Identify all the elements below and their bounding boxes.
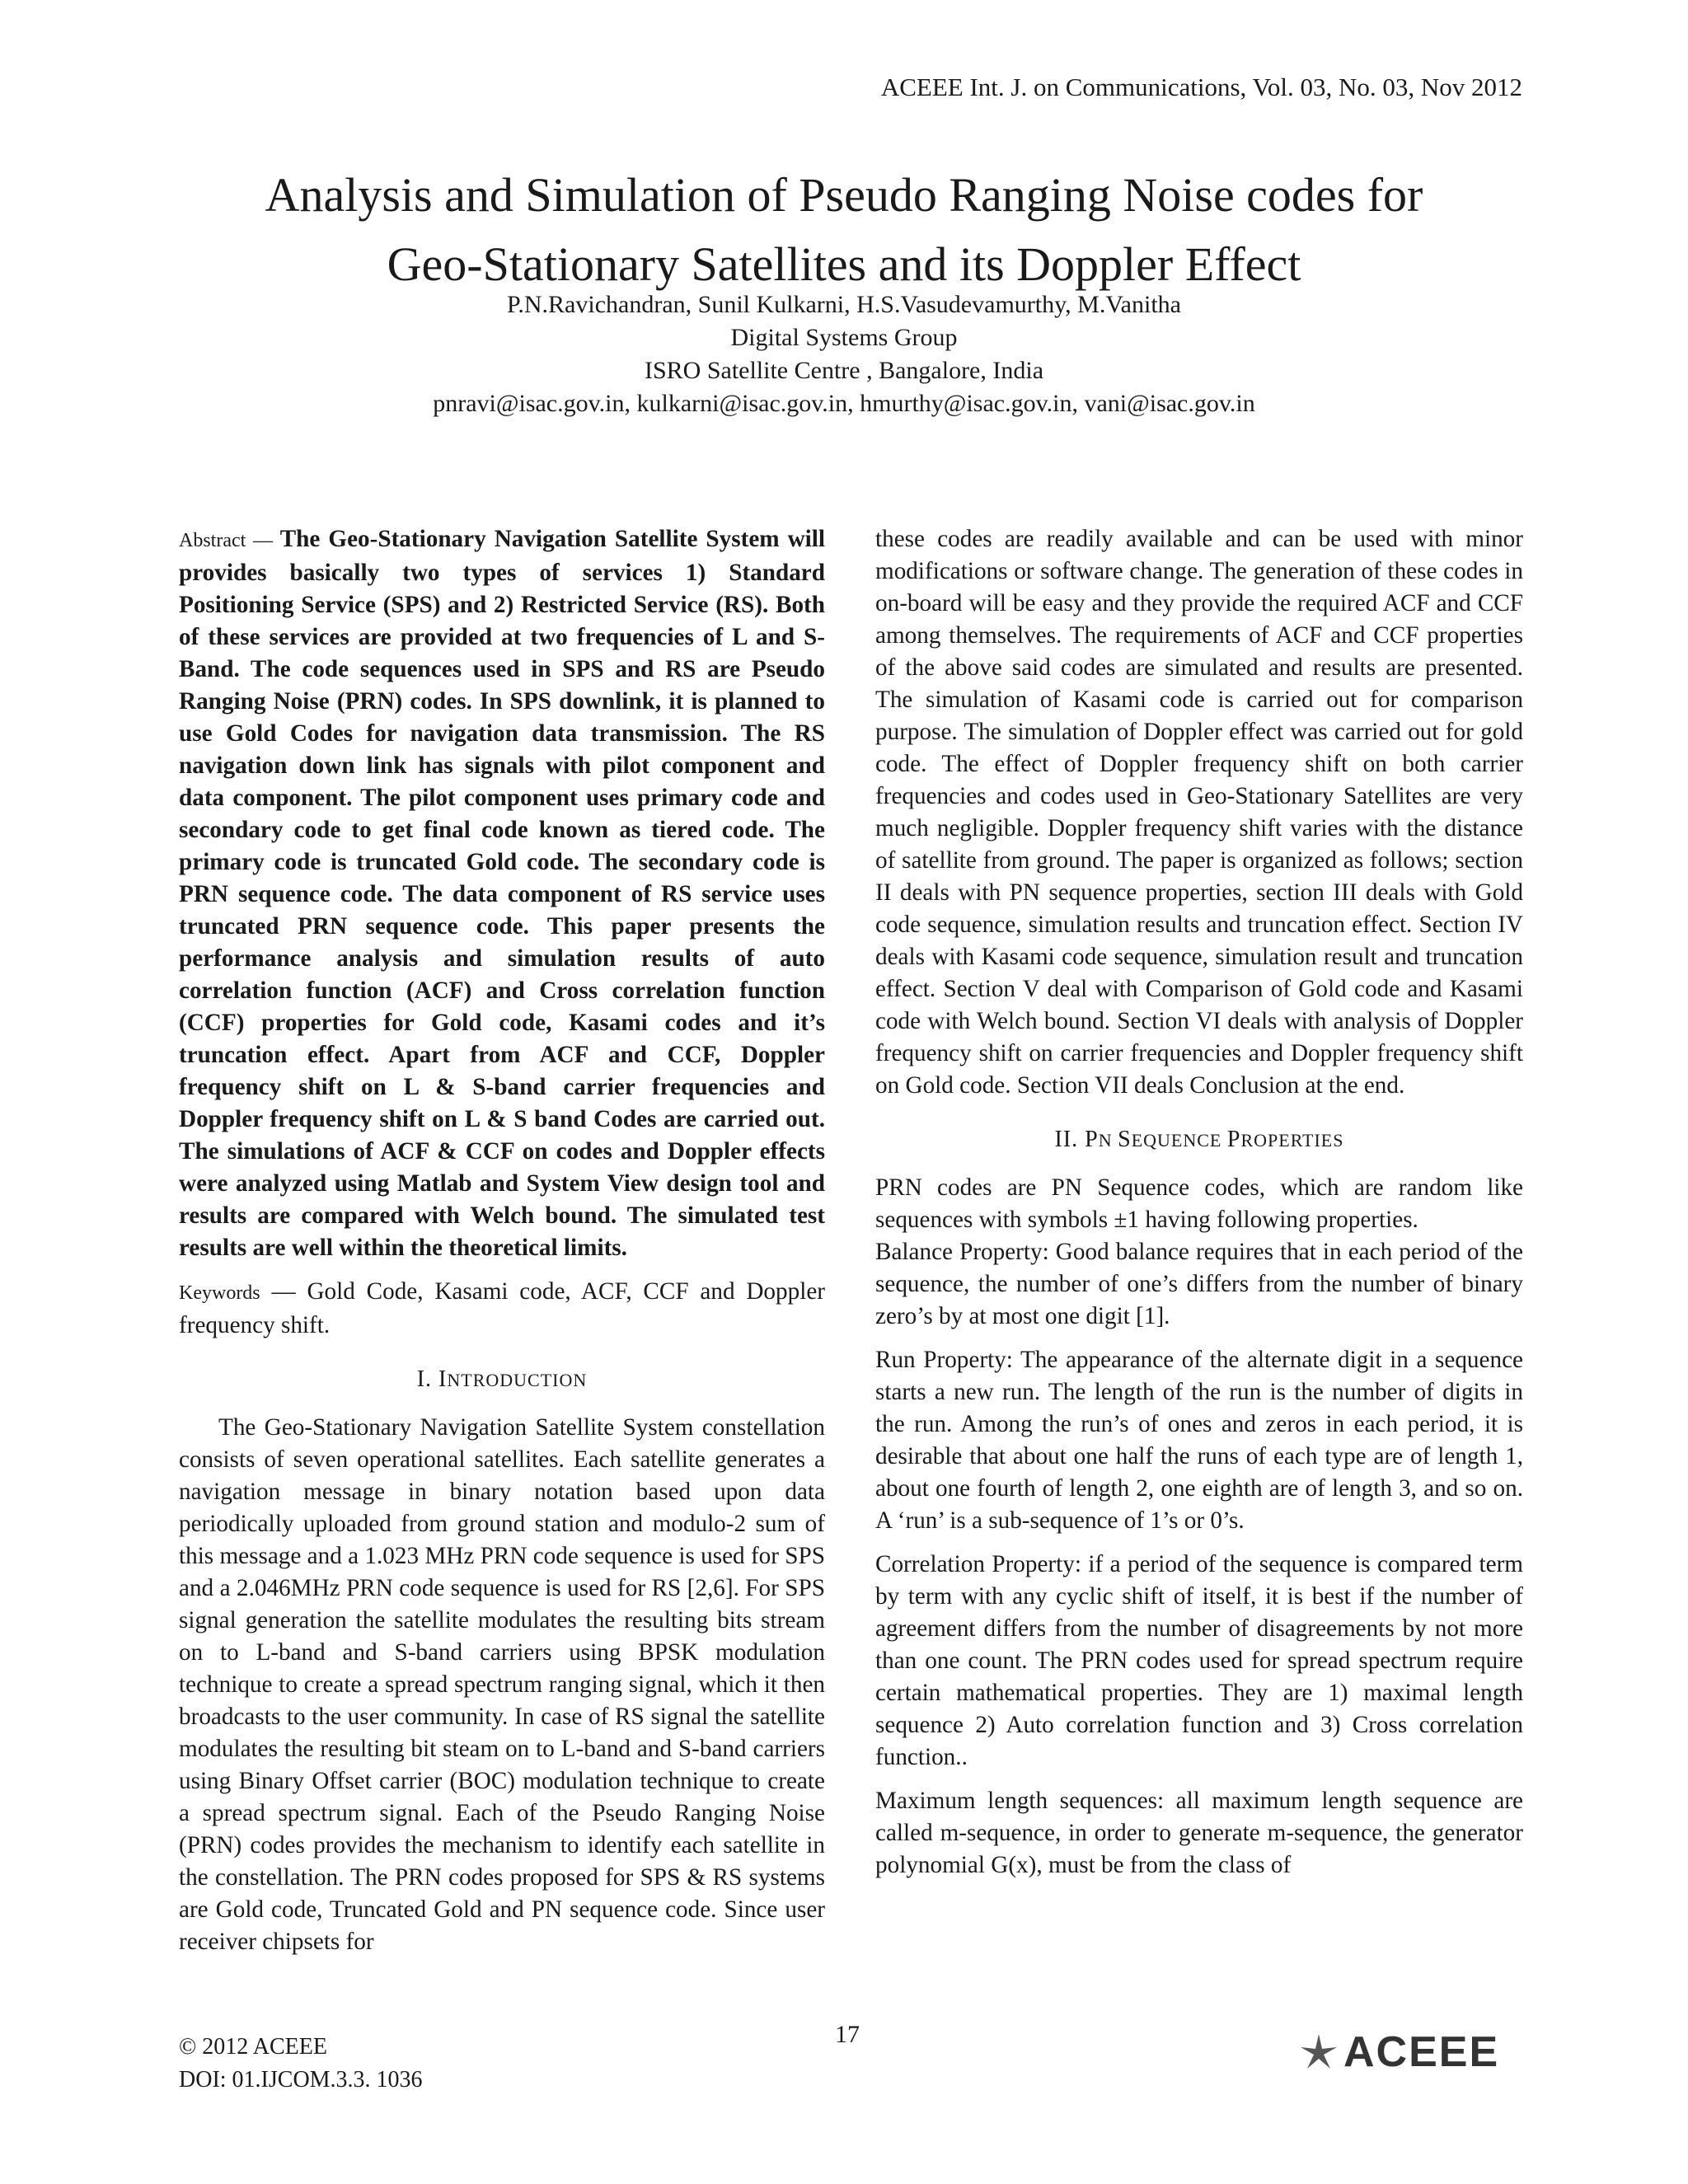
- section-initial: P: [1226, 1127, 1241, 1152]
- author-block: [0, 288, 1688, 420]
- affiliation-group: Digital Systems Group: [730, 324, 958, 351]
- keywords-text: Gold Code, Kasami code, ACF, CCF and Doppler frequency shift.: [179, 1278, 825, 1338]
- intro-continued-paragraph: these codes are readily available and can be used with minor modifications or software change. The generation of these codes in on-board will be easy and they provide the required ACF and CCF among themselves. The requirements of ACF and CCF properties of the above said codes are simulated and results are presented. The simulation of Kasami code is carried out for comparison purpose. The simulation of Doppler effect was carried out for gold code. The effect of Doppler frequency shift on both carrier frequencies and codes used in Geo-Stationary Satellites are very much negligible. Doppler frequency shift varies with the distance of satellite from ground. The paper is organized as follows; section II deals with PN sequence properties, section III deals with Gold code sequence, simulation results and truncation effect. Section IV deals with Kasami code sequence, simulation result and truncation effect. Section V deal with Comparison of Gold code and Kasami code with Welch bound. Section VI deals with analysis of Doppler frequency shift on carrier frequencies and Doppler frequency shift on Gold code. Section VII deals Conclusion at the end.: [875, 526, 1523, 1099]
- maximum-length-paragraph: Maximum length sequences: all maximum length sequence are called m-sequence, in order to generate m-sequence, the generator polynomial G(x), must be from the class of: [875, 1788, 1523, 1878]
- star-icon: [1294, 2029, 1343, 2075]
- abstract-label: Abstract: [179, 530, 246, 551]
- title-line-1: Analysis and Simulation of Pseudo Ranging Noise codes for: [265, 168, 1423, 222]
- section-heading-pn-properties: [875, 1123, 1523, 1157]
- abstract-text: The Geo-Stationary Navigation Satellite System will provides basically two types of services 1) Standard Positioning Service (SPS) and 2) Restricted Service (RS). Both of these services are provided at two frequencies of L and S-Band. The code sequences used in SPS and RS are Pseudo Ranging Noise (PRN) codes. In SPS downlink, it is planned to use Gold Codes for navigation data transmission. The RS navigation down link has signals with pilot component and data component. The pilot component uses primary code and secondary code to get final code known as tiered code. The primary code is truncated Gold code. The secondary code is PRN sequence code. The data component of RS service uses truncated PRN sequence code. This paper presents the performance analysis and simulation results of auto correlation function (ACF) and Cross correlation function (CCF) properties for Gold code, Kasami codes and it’s truncation effect. Apart from ACF and CCF, Doppler frequency shift on L & S-band carrier frequencies and Doppler frequency shift on L & S band Codes are carried out. The simulations of ACF & CCF on codes and Doppler effects were analyzed using Matlab and System View design tool and results are compared with Welch bound. The simulated test results are well within the theoretical limits.: [179, 526, 825, 1261]
- section-heading-introduction: [179, 1363, 825, 1397]
- section-rest: N: [1098, 1130, 1118, 1151]
- keywords: [179, 1276, 825, 1342]
- prn-intro-paragraph: PRN codes are PN Sequence codes, which are random like sequences with symbols ±1 having following properties.: [875, 1174, 1523, 1233]
- keywords-label: Keywords: [179, 1282, 260, 1304]
- affiliation-institute: ISRO Satellite Centre , Bangalore, India: [644, 357, 1044, 384]
- section-rest: NTRODUCTION: [447, 1370, 588, 1390]
- intro-paragraph: The Geo-Stationary Navigation Satellite System constellation consists of seven operational satellites. Each satellite generates a navigation message in binary notation based upon data periodically uploaded from ground station and modulo-2 sum of this message and a 1.023 MHz PRN code sequence is used for SPS and a 2.046MHz PRN code sequence is used for RS [2,6]. For SPS signal generation the satellite modulates the resulting bits stream on to L-band and S-band carriers using BPSK modulation technique to create a spread spectrum ranging signal, which it then broadcasts to the user community. In case of RS signal the satellite modulates the resulting bit steam on to L-band and S-band carriers using Binary Offset carrier (BOC) modulation technique to create a spread spectrum signal. Each of the Pseudo Ranging Noise (PRN) codes provides the mechanism to identify each satellite in the constellation. The PRN codes proposed for SPS & RS systems are Gold code, Truncated Gold and PN sequence code. Since user receiver chipsets for: [179, 1414, 825, 1955]
- authors: P.N.Ravichandran, Sunil Kulkarni, H.S.Vasudevamurthy, M.Vanitha: [507, 291, 1181, 318]
- section-numeral: II.: [1054, 1127, 1085, 1152]
- footer-copyright: © 2012 ACEEE: [179, 2034, 327, 2060]
- section-rest: EQUENCE: [1131, 1130, 1227, 1151]
- correlation-property-paragraph: Correlation Property: if a period of the sequence is compared term by term with any cyclic shift of itself, it is best if the number of agreement differs from the number of disagreements by not more than one count. The PRN codes used for spread spectrum require certain mathematical properties. They are 1) maximal length sequence 2) Auto correlation function and 3) Cross correlation function..: [875, 1551, 1523, 1770]
- run-property-paragraph: Run Property: The appearance of the alternate digit in a sequence starts a new run. The length of the run is the number of digits in the run. Among the run’s of ones and zeros in each period, it is desirable that about one half the runs of each type are of length 1, about one fourth of length 2, one eighth are of length 3, and so on. A ‘run’ is a sub-sequence of 1’s or 0’s.: [875, 1347, 1523, 1534]
- left-column: [179, 523, 825, 1970]
- keywords-dash: —: [260, 1278, 307, 1305]
- right-column: [875, 523, 1523, 1893]
- logo-text: ACEEE: [1343, 2028, 1500, 2076]
- aceee-logo: [1294, 2029, 1525, 2075]
- abstract-dash: —: [246, 530, 280, 551]
- paper-title: [0, 161, 1688, 299]
- section-initial: I: [438, 1366, 448, 1392]
- journal-header: ACEEE Int. J. on Communications, Vol. 03, No. 03, Nov 2012: [880, 73, 1522, 101]
- footer-doi: DOI: 01.IJCOM.3.3. 1036: [179, 2067, 423, 2093]
- section-initial: P: [1085, 1127, 1099, 1152]
- page-number: 17: [835, 2021, 860, 2048]
- author-emails[interactable]: pnravi@isac.gov.in, kulkarni@isac.gov.in, hmurthy@isac.gov.in, vani@isac.gov.in: [433, 390, 1255, 417]
- abstract: [179, 523, 825, 1264]
- section-numeral: I.: [416, 1366, 439, 1392]
- section-initial: S: [1118, 1127, 1132, 1152]
- balance-property-paragraph: Balance Property: Good balance requires that in each period of the sequence, the number of one’s differs from the number of binary zero’s by at most one digit [1].: [875, 1239, 1523, 1329]
- section-rest: ROPERTIES: [1240, 1130, 1344, 1151]
- title-line-2: Geo-Stationary Satellites and its Doppler Effect: [387, 237, 1301, 291]
